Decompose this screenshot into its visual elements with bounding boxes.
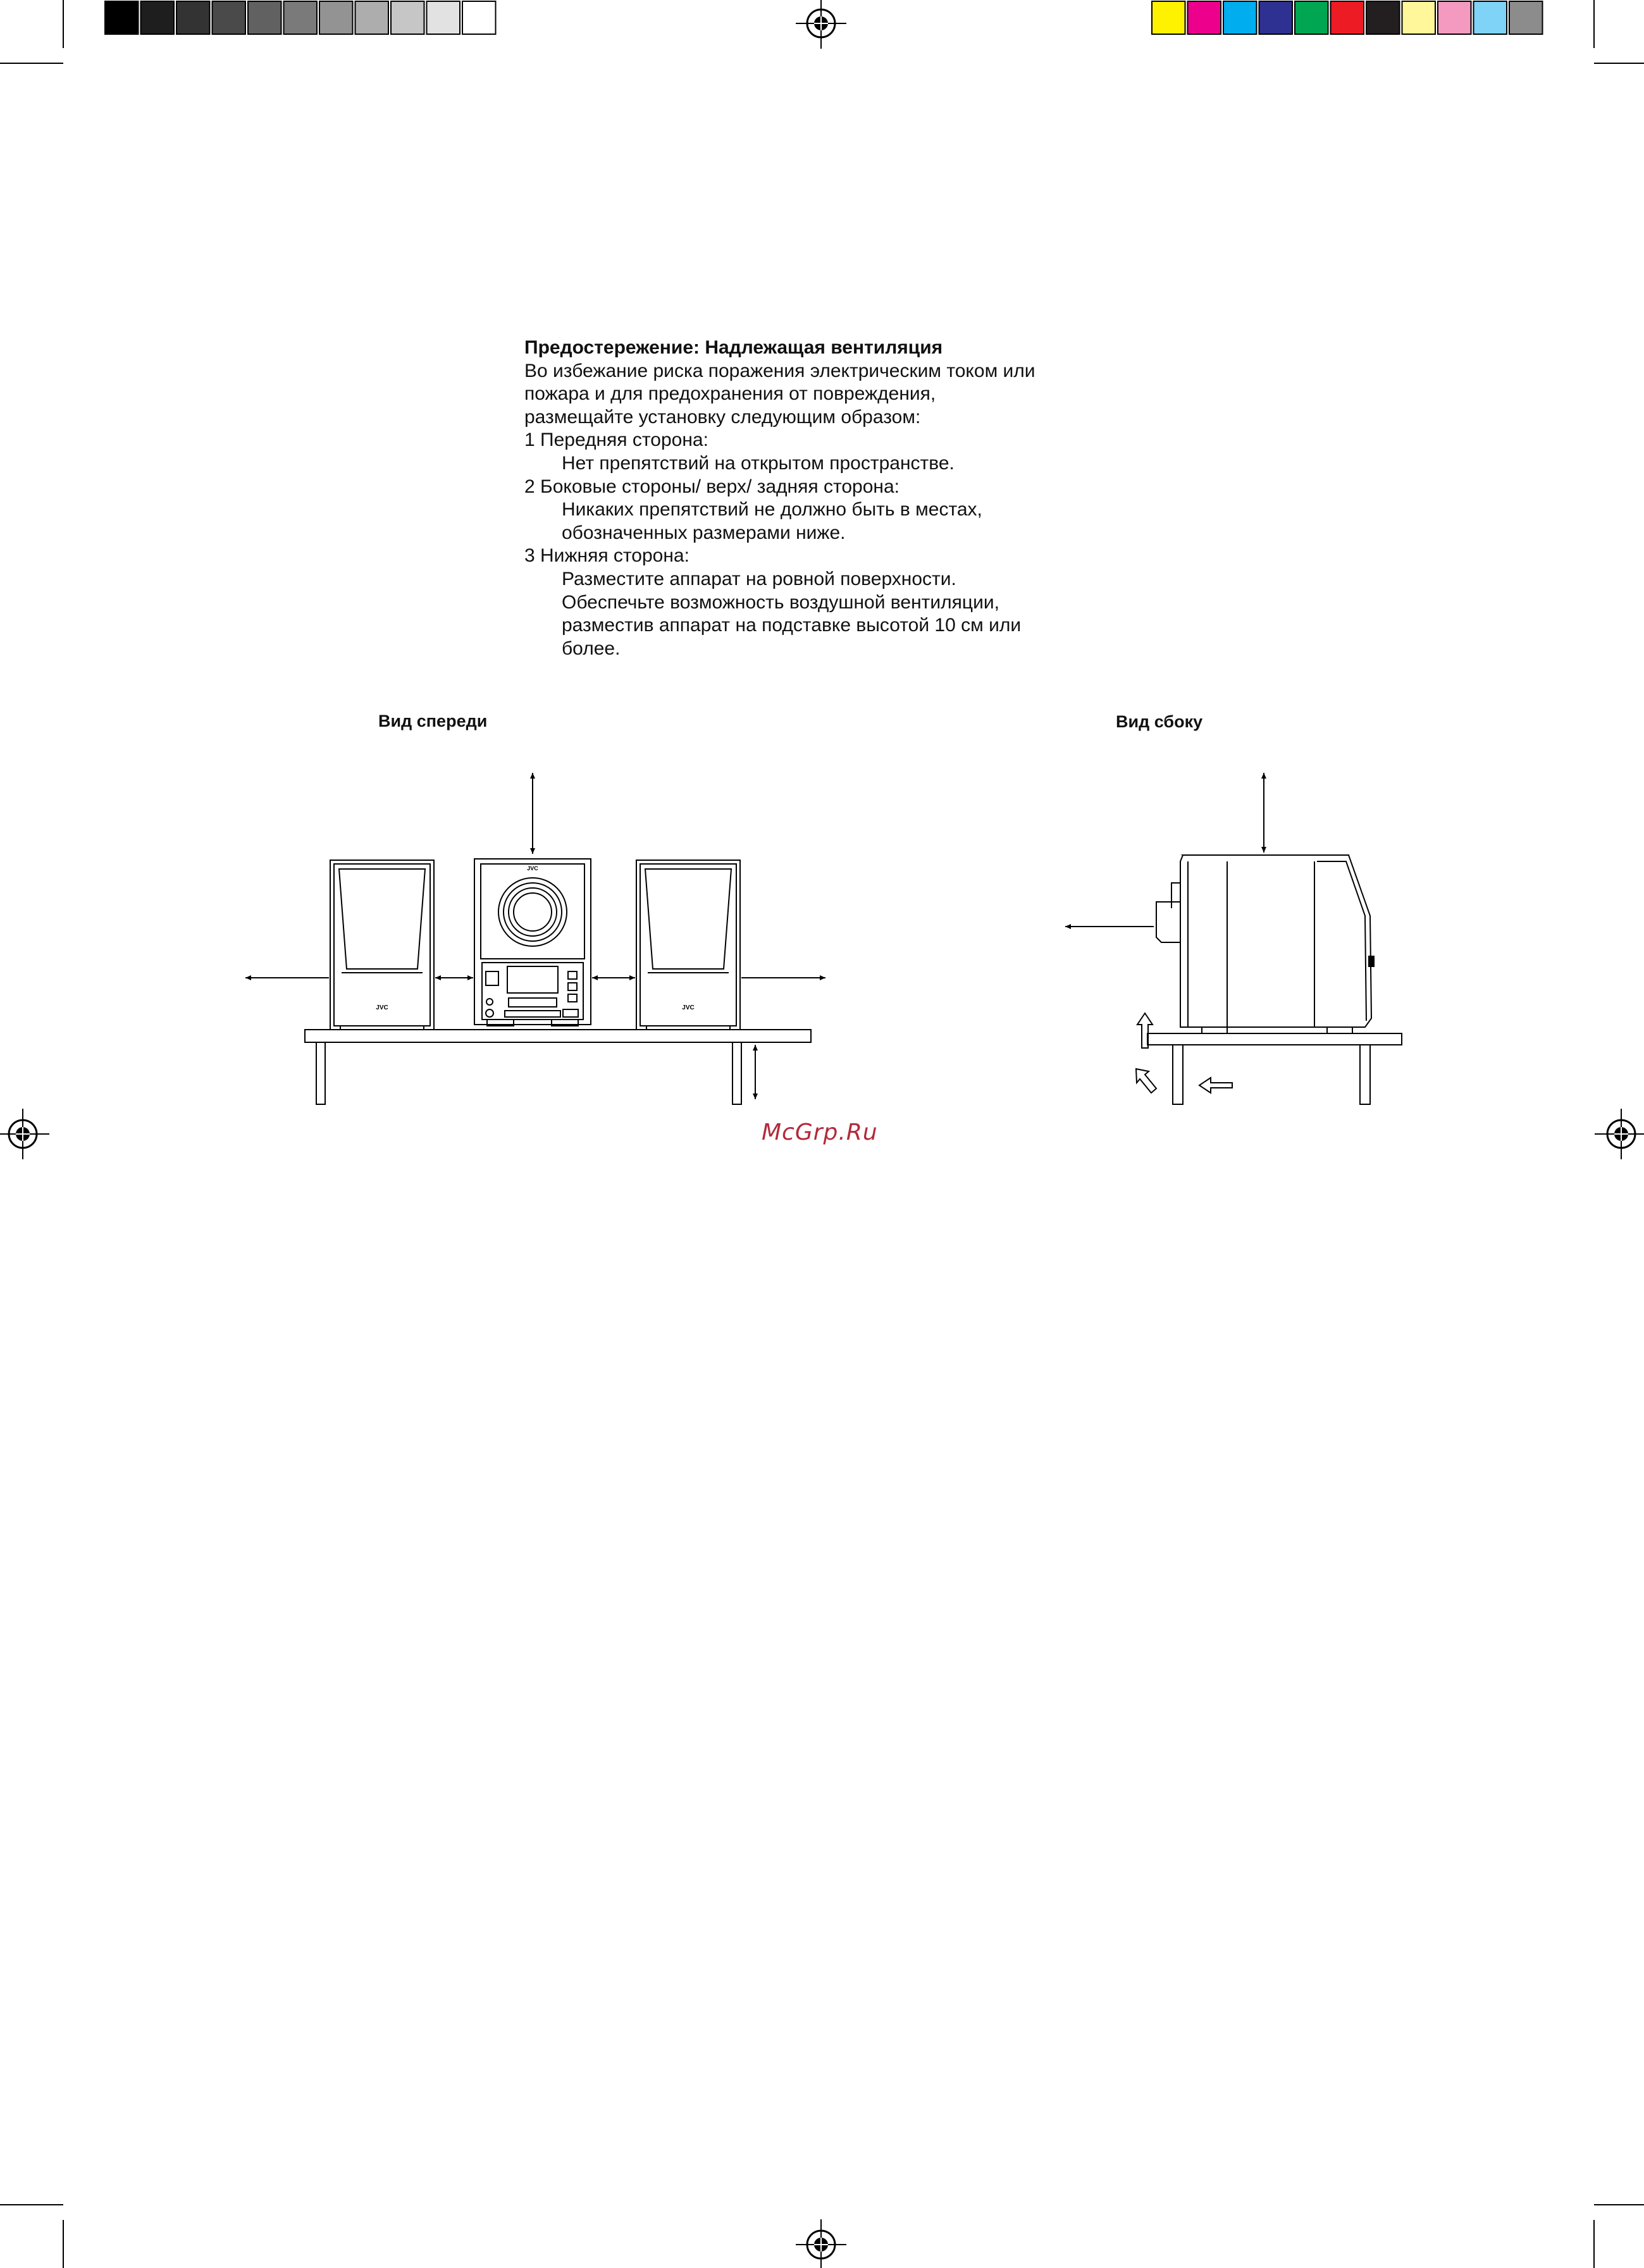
- calibration-swatch: [248, 1, 281, 34]
- ventilation-notice: [524, 336, 1094, 660]
- calibration-swatch: [355, 1, 389, 34]
- front-view-label: Вид спереди: [378, 712, 488, 730]
- calibration-swatch: [1366, 1, 1400, 34]
- calibration-swatch: [105, 1, 139, 34]
- shelf-board: [1147, 1033, 1402, 1045]
- calibration-swatch: [1331, 1, 1364, 34]
- brand-label: JVC: [376, 1004, 388, 1011]
- notice-title: Предостережение: Надлежащая вентиляция: [524, 337, 943, 358]
- calibration-swatch: [213, 1, 246, 34]
- notice-item-text: Разместите аппарат на ровной поверхности.: [562, 568, 956, 589]
- calibration-swatch: [1295, 1, 1328, 34]
- watermark: McGrp.Ru: [762, 1119, 878, 1145]
- calibration-swatch: [1438, 1, 1471, 34]
- notice-item-text: разместив аппарат на подставке высотой 10 см или: [562, 615, 1022, 636]
- notice-item-text: Никаких препятствий не должно быть в местах,: [562, 499, 982, 521]
- shelf-leg: [1360, 1045, 1370, 1104]
- calibration-swatch: [1188, 1, 1221, 34]
- shelf-leg: [316, 1042, 325, 1104]
- calibration-swatch: [1259, 1, 1293, 34]
- registration-target-left: [0, 1109, 49, 1159]
- calibration-swatch: [319, 1, 353, 34]
- side-view-diagram: [1056, 765, 1411, 1107]
- calibration-swatch: [1152, 1, 1185, 34]
- calibration-swatch: [462, 1, 496, 34]
- front-view-diagram: [234, 765, 841, 1107]
- airflow-side-arrow: [1199, 1078, 1232, 1093]
- calibration-swatch: [1509, 1, 1543, 34]
- brand-label: JVC: [682, 1004, 695, 1011]
- calibration-swatch: [176, 1, 210, 34]
- shelf-leg: [732, 1042, 741, 1104]
- notice-item-heading: 1 Передняя сторона:: [524, 429, 708, 451]
- side-view-label: Вид сбоку: [1116, 712, 1203, 731]
- registration-target-bottom: [796, 2219, 846, 2268]
- calibration-swatch: [1474, 1, 1507, 34]
- registration-target-right: [1595, 1109, 1644, 1159]
- calibration-swatch: [141, 1, 175, 34]
- registration-target-top: [796, 0, 846, 49]
- gray-calibration-bar: [105, 1, 496, 34]
- notice-item-text: обозначенных размерами ниже.: [562, 522, 846, 543]
- notice-item-text: более.: [562, 638, 621, 659]
- notice-item-heading: 2 Боковые стороны/ верх/ задняя сторона:: [524, 476, 899, 497]
- calibration-swatch: [284, 1, 318, 34]
- airflow-diagonal-arrow: [1136, 1069, 1156, 1093]
- calibration-swatch: [1402, 1, 1436, 34]
- notice-intro-line: пожара и для предохранения от повреждения,: [524, 383, 936, 405]
- brand-label: JVC: [527, 865, 538, 872]
- shelf-leg: [1173, 1045, 1183, 1104]
- shelf-board: [305, 1030, 811, 1042]
- main-unit: [474, 859, 591, 1026]
- notice-intro-line: размещайте установку следующим образом:: [524, 406, 921, 428]
- calibration-swatch: [427, 1, 460, 34]
- notice-intro-line: Во избежание риска поражения электрическим током или: [524, 360, 1035, 381]
- calibration-swatch: [391, 1, 424, 34]
- calibration-swatch: [1223, 1, 1257, 34]
- notice-item-text: Обеспечьте возможность воздушной вентиляции,: [562, 591, 999, 613]
- notice-item-text: Нет препятствий на открытом пространстве.: [562, 452, 955, 474]
- notice-item-heading: 3 Нижняя сторона:: [524, 545, 689, 567]
- unit-side-profile: [1156, 855, 1374, 1033]
- color-calibration-bar: [1152, 1, 1543, 34]
